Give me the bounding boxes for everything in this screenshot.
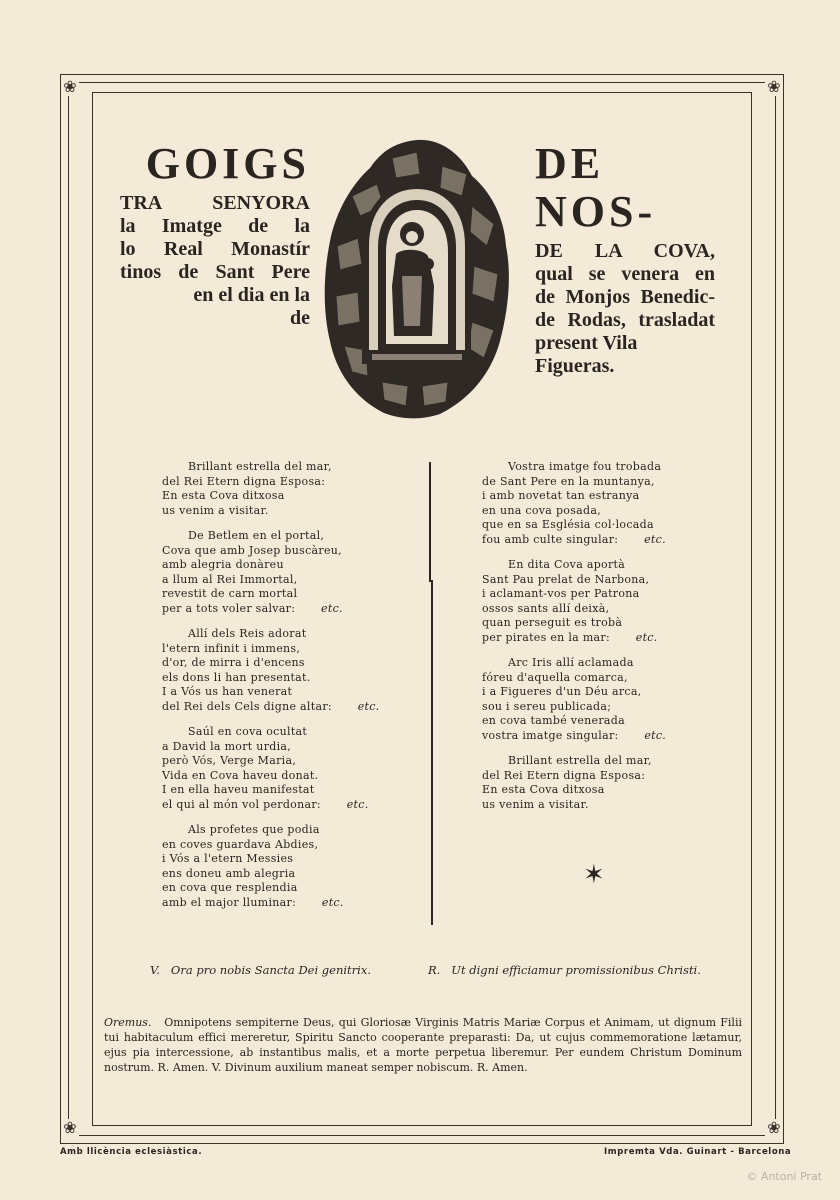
- column-divider: [431, 580, 433, 925]
- stanza: [482, 558, 672, 645]
- verse-line: En esta Cova ditxosa: [162, 489, 285, 502]
- title-right-line: present Vila: [535, 332, 638, 354]
- poem-left-column: [162, 460, 412, 921]
- verse-line: sou i sereu publicada;: [482, 699, 612, 713]
- verse-line: Als profetes que podia: [188, 823, 320, 836]
- verse-line: en cova que resplendia: [162, 881, 298, 894]
- verse-line: Sant Pau prelat de Narbona,: [482, 572, 650, 586]
- verse-text: del Rei dels Cels digne altar:: [162, 699, 332, 713]
- verse-line: [162, 602, 412, 617]
- title-left-line: en el dia en la: [193, 284, 310, 306]
- verse-text: fou amb culte singular:: [482, 532, 619, 546]
- oremus-label: Oremus.: [104, 1016, 152, 1029]
- title-right-line: Figueras.: [535, 355, 615, 377]
- verse-line: [482, 729, 672, 744]
- stanza: [162, 823, 412, 910]
- verse-line: de Sant Pere en la muntanya,: [482, 474, 655, 488]
- stanza: [162, 627, 412, 714]
- poem-right-column: [482, 460, 672, 823]
- verse-line: Vostra imatge fou trobada: [508, 460, 662, 473]
- star-ornament-icon: ✶: [583, 860, 605, 890]
- verse-text: el qui al món vol perdonar:: [162, 797, 321, 811]
- verse-line: Vida en Cova haveu donat.: [162, 768, 319, 782]
- verse-line: [482, 533, 672, 548]
- title-goigs: GOIGS: [145, 139, 310, 188]
- verse-line: us venim a visitar.: [482, 797, 589, 811]
- column-divider: [429, 462, 431, 582]
- verse-text: amb el major lluminar:: [162, 895, 297, 909]
- versicle-label: V.: [150, 963, 160, 977]
- verse-line: que en sa Església col·locada: [482, 518, 654, 531]
- verse-line: fóreu d'aquella comarca,: [482, 670, 628, 684]
- verse-line: us venim a visitar.: [162, 503, 269, 517]
- title-left-line: TRA SENYORA: [120, 192, 310, 214]
- verse-line: En esta Cova ditxosa: [482, 783, 605, 796]
- verse-text: per a tots voler salvar:: [162, 601, 296, 615]
- etc-marker: etc.: [644, 728, 667, 742]
- response-label: R.: [428, 963, 441, 977]
- versicle-text: Ora pro nobis Sancta Dei genitrix.: [170, 963, 371, 977]
- response-text: Ut digni efficiamur promissionibus Christi.: [451, 963, 701, 977]
- etc-marker: etc.: [357, 699, 380, 713]
- verse-line: Arc Iris allí aclamada: [508, 656, 634, 669]
- verse-line: Brillant estrella del mar,: [508, 754, 652, 767]
- title-right-line: de Monjos Benedic-: [535, 286, 715, 308]
- versicle: [150, 963, 371, 977]
- stanza: [482, 460, 672, 547]
- verse-line: Cova que amb Josep buscàreu,: [162, 543, 342, 557]
- corner-ornament-icon: ❀: [61, 78, 79, 96]
- title-de-nos: DE NOS-: [535, 139, 657, 236]
- verse-line: l'etern infinit i immens,: [162, 641, 301, 655]
- stanza: [482, 754, 672, 812]
- verse-line: i a Figueres d'un Déu arca,: [482, 685, 642, 698]
- verse-line: Allí dels Reis adorat: [188, 627, 307, 640]
- verse-line: a David la mort urdia,: [162, 739, 292, 753]
- etc-marker: etc.: [346, 797, 369, 811]
- etc-marker: etc.: [644, 532, 666, 546]
- verse-line: en coves guardava Abdies,: [162, 837, 319, 851]
- verse-line: i aclamant-vos per Patrona: [482, 587, 640, 600]
- verse-line: I a Vós us han venerat: [162, 685, 293, 698]
- oremus-text: Omnipotens sempiterne Deus, qui Gloriosæ Virginis Matris Mariæ Corpus et Animam, ut dignum Filii tui habitaculum effici mereretur, Spiritu Sancto cooperante preparasti: Da, ut cujus commemoratione lætamur, ejus pia intercessione, ab instantibus malis, et a morte perpetua liberemur. Per eundem Christum Dominum nostrum. R. Amen. V. Divinum auxilium maneat semper nobiscum. R. Amen.: [104, 1016, 742, 1074]
- verse-line: [162, 700, 412, 715]
- verse-line: i Vós a l'etern Messies: [162, 852, 294, 865]
- verse-line: I en ella haveu manifestat: [162, 783, 315, 796]
- etc-marker: etc.: [321, 601, 343, 615]
- verse-line: en cova també venerada: [482, 714, 625, 727]
- title-left-line: lo Real Monastír: [120, 238, 310, 260]
- corner-ornament-icon: ❀: [765, 78, 783, 96]
- verse-line: De Betlem en el portal,: [188, 529, 325, 542]
- corner-ornament-icon: ❀: [765, 1119, 783, 1137]
- etc-marker: etc.: [321, 895, 344, 909]
- verse-line: en una cova posada,: [482, 503, 602, 517]
- verse-line: però Vós, Verge Maria,: [162, 754, 297, 767]
- verse-line: ossos sants allí deixà,: [482, 601, 610, 615]
- footer-printer: Impremta Vda. Guinart - Barcelona: [604, 1147, 792, 1157]
- etc-marker: etc.: [635, 630, 658, 644]
- verse-text: per pirates en la mar:: [482, 630, 610, 644]
- title-right-line: de Rodas, trasladat: [535, 309, 715, 331]
- verse-line: revestit de carn mortal: [162, 587, 298, 600]
- stanza: [162, 725, 412, 812]
- verse-line: [162, 896, 412, 911]
- corner-ornament-icon: ❀: [61, 1119, 79, 1137]
- stanza: [162, 460, 412, 518]
- stanza: [482, 656, 672, 743]
- title-left-block: [120, 140, 310, 330]
- verse-text: vostra imatge singular:: [482, 728, 619, 742]
- verse-line: [162, 798, 412, 813]
- title-left-line: de: [290, 307, 310, 329]
- verse-line: del Rei Etern digna Esposa:: [482, 768, 646, 782]
- title-left-line: la Imatge de la: [120, 215, 310, 237]
- watermark: © Antoni Prat: [746, 1170, 822, 1183]
- title-left-line: tinos de Sant Pere: [120, 261, 310, 283]
- verse-line: En dita Cova aportà: [508, 558, 626, 571]
- verse-line: Saúl en cova ocultat: [188, 725, 308, 738]
- verse-line: d'or, de mirra i d'encens: [162, 656, 305, 669]
- title-right-block: [535, 140, 715, 378]
- verse-line: quan perseguit es trobà: [482, 616, 623, 629]
- verse-line: ens doneu amb alegria: [162, 866, 296, 880]
- stanza: [162, 529, 412, 616]
- verse-line: a llum al Rei Immortal,: [162, 572, 298, 586]
- oremus-prayer: [104, 1015, 742, 1075]
- verse-line: del Rei Etern digna Esposa:: [162, 474, 326, 488]
- footer-license: Amb llicència eclesiàstica.: [60, 1147, 203, 1157]
- title-right-line: DE LA COVA,: [535, 240, 715, 262]
- verse-line: i amb novetat tan estranya: [482, 489, 640, 502]
- title-right-line: qual se venera en: [535, 263, 715, 285]
- verse-line: els dons li han presentat.: [162, 670, 311, 684]
- response: [428, 963, 701, 977]
- virgin-woodcut-image: [322, 136, 512, 420]
- verse-line: Brillant estrella del mar,: [188, 460, 332, 473]
- verse-line: [482, 631, 672, 646]
- verse-line: amb alegria donàreu: [162, 558, 284, 571]
